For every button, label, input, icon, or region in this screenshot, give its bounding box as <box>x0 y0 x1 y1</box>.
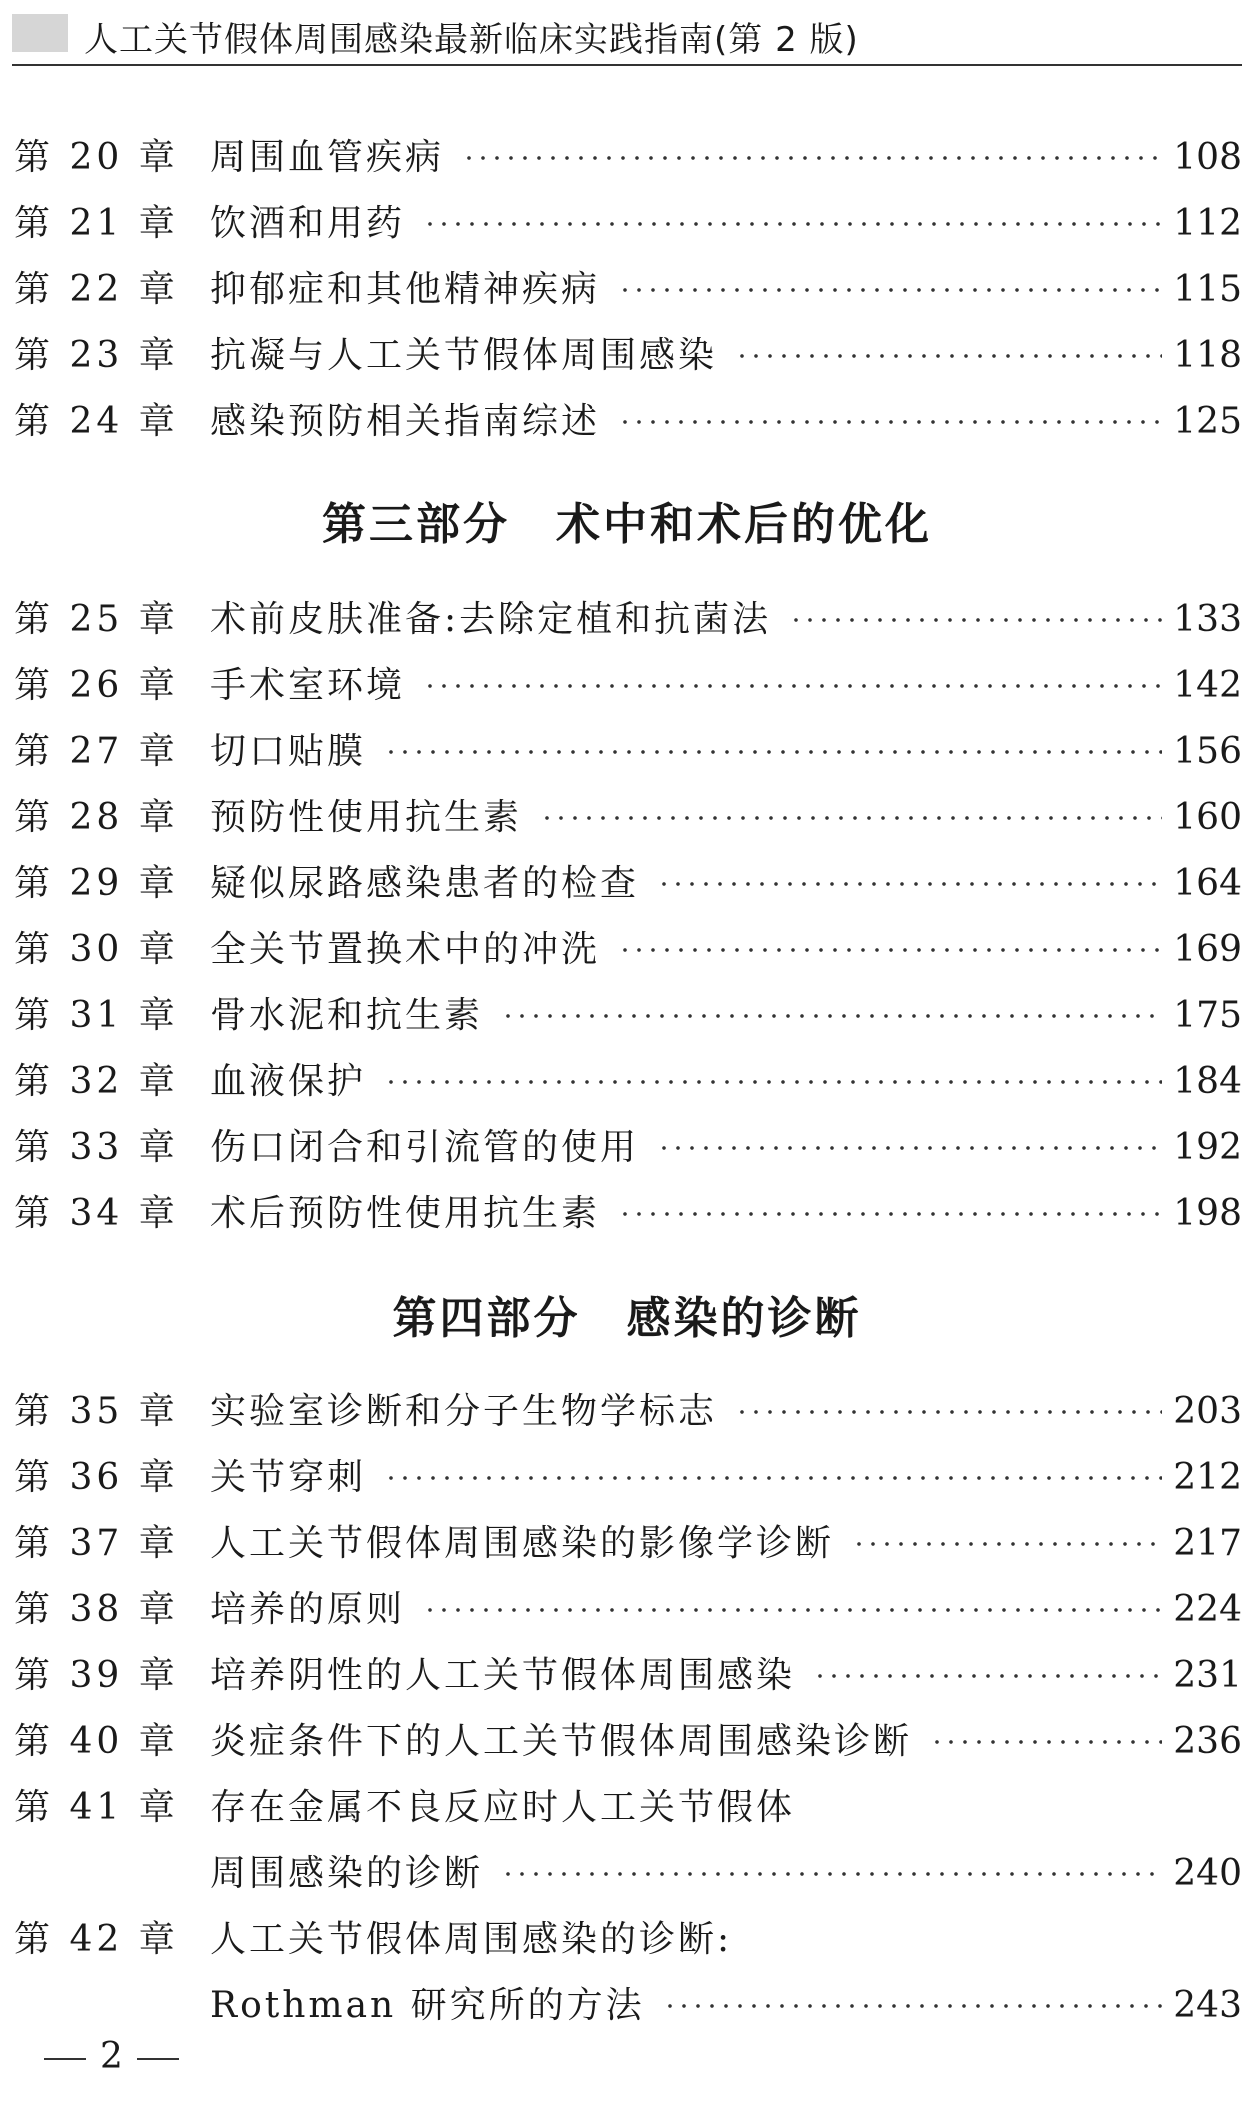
page-number: 231 <box>1173 1655 1242 1696</box>
chapter-title: 饮酒和用药 <box>210 203 406 244</box>
page-number: 164 <box>1173 863 1242 904</box>
chapter-title-line1: 人工关节假体周围感染的诊断: <box>210 1919 733 1960</box>
toc-entry-ch27[interactable] <box>14 724 1242 780</box>
toc-entry-ch38[interactable] <box>14 1582 1242 1638</box>
toc-entry-ch42[interactable] <box>14 1912 1242 1968</box>
chapter-title: 切口贴膜 <box>210 731 367 772</box>
chapter-title: 全关节置换术中的冲洗 <box>210 929 601 970</box>
chapter-title: 培养阴性的人工关节假体周围感染 <box>210 1655 796 1696</box>
chapter-title: 骨水泥和抗生素 <box>210 995 484 1036</box>
chapter-number: 第 20 章 <box>14 137 179 178</box>
dot-leader <box>423 1607 1162 1613</box>
page-number: 118 <box>1173 335 1242 376</box>
page-number: 112 <box>1173 203 1242 244</box>
chapter-number: 第 38 章 <box>14 1589 179 1630</box>
chapter-title: 术前皮肤准备:去除定植和抗菌法 <box>210 599 772 640</box>
chapter-number: 第 25 章 <box>14 599 179 640</box>
page-number: 217 <box>1173 1523 1242 1564</box>
chapter-number: 第 36 章 <box>14 1457 179 1498</box>
chapter-title-line1: 存在金属不良反应时人工关节假体 <box>210 1787 796 1828</box>
toc-entry-ch33[interactable] <box>14 1120 1242 1176</box>
dot-leader <box>663 2003 1162 2009</box>
toc-entry-ch22[interactable] <box>14 262 1242 318</box>
chapter-number: 第 27 章 <box>14 731 179 772</box>
chapter-title: 抗凝与人工关节假体周围感染 <box>210 335 718 376</box>
toc-entry-ch26[interactable] <box>14 658 1242 714</box>
page-number: 243 <box>1173 1985 1242 2026</box>
chapter-number: 第 26 章 <box>14 665 179 706</box>
dot-leader <box>735 1409 1162 1415</box>
toc-entry-ch21[interactable] <box>14 196 1242 252</box>
chapter-title: 周围血管疾病 <box>210 137 445 178</box>
chapter-number: 第 31 章 <box>14 995 179 1036</box>
dot-leader <box>930 1739 1162 1745</box>
part-title: 术中和术后的优化 <box>556 499 932 550</box>
page-number: 236 <box>1173 1721 1242 1762</box>
page-number: 192 <box>1173 1127 1242 1168</box>
toc-entry-ch42-cont[interactable] <box>14 1978 1242 2034</box>
chapter-title: 人工关节假体周围感染的影像学诊断 <box>210 1523 835 1564</box>
dot-leader <box>423 221 1162 227</box>
page-number: 198 <box>1173 1193 1242 1234</box>
toc-entry-ch28[interactable] <box>14 790 1242 846</box>
dot-leader <box>852 1541 1162 1547</box>
book-title: 人工关节假体周围感染最新临床实践指南(第 2 版) <box>84 20 859 60</box>
header-rule <box>12 64 1242 66</box>
toc-entry-ch32[interactable] <box>14 1054 1242 1110</box>
dot-leader <box>384 1475 1162 1481</box>
header-gray-block <box>12 14 68 52</box>
page-number: 224 <box>1173 1589 1242 1630</box>
page-number: 203 <box>1173 1391 1242 1432</box>
toc-entry-ch36[interactable] <box>14 1450 1242 1506</box>
dot-leader <box>735 353 1162 359</box>
page-number: 156 <box>1173 731 1242 772</box>
chapter-number: 第 28 章 <box>14 797 179 838</box>
dot-leader <box>657 881 1162 887</box>
part-heading-4 <box>0 1282 1254 1346</box>
page-number: 240 <box>1173 1853 1242 1894</box>
dot-leader <box>462 155 1162 161</box>
page-number: 169 <box>1173 929 1242 970</box>
chapter-number: 第 40 章 <box>14 1721 179 1762</box>
page-number: 184 <box>1173 1061 1242 1102</box>
chapter-number: 第 35 章 <box>14 1391 179 1432</box>
toc-entry-ch25[interactable] <box>14 592 1242 648</box>
toc-entry-ch34[interactable] <box>14 1186 1242 1242</box>
chapter-number: 第 29 章 <box>14 863 179 904</box>
toc-entry-ch40[interactable] <box>14 1714 1242 1770</box>
dot-leader <box>813 1673 1162 1679</box>
page-number: 212 <box>1173 1457 1242 1498</box>
chapter-number: 第 30 章 <box>14 929 179 970</box>
toc-entry-ch41-cont[interactable] <box>14 1846 1242 1902</box>
dot-leader <box>384 749 1162 755</box>
chapter-title: 关节穿刺 <box>210 1457 367 1498</box>
toc-entry-ch30[interactable] <box>14 922 1242 978</box>
dot-leader <box>618 419 1162 425</box>
toc-entry-ch20[interactable] <box>14 130 1242 186</box>
chapter-title: 血液保护 <box>210 1061 367 1102</box>
chapter-number: 第 34 章 <box>14 1193 179 1234</box>
chapter-title: 术后预防性使用抗生素 <box>210 1193 601 1234</box>
footer-dash-right <box>137 2058 179 2060</box>
chapter-number: 第 37 章 <box>14 1523 179 1564</box>
running-header <box>0 0 1254 70</box>
chapter-title-line2: 周围感染的诊断 <box>210 1853 484 1894</box>
chapter-number: 第 33 章 <box>14 1127 179 1168</box>
footer-dash-left <box>44 2058 86 2060</box>
part-heading-3 <box>0 488 1254 552</box>
dot-leader <box>618 947 1162 953</box>
chapter-title: 感染预防相关指南综述 <box>210 401 601 442</box>
page-number: 175 <box>1173 995 1242 1036</box>
page-number: 115 <box>1173 269 1242 310</box>
dot-leader <box>618 1211 1162 1217</box>
page-footer <box>30 2036 193 2077</box>
toc-entry-ch37[interactable] <box>14 1516 1242 1572</box>
dot-leader <box>540 815 1162 821</box>
chapter-title: 预防性使用抗生素 <box>210 797 523 838</box>
folio-page-number: 2 <box>100 2036 123 2077</box>
part-label: 第三部分 <box>322 499 510 550</box>
chapter-number: 第 23 章 <box>14 335 179 376</box>
chapter-title: 疑似尿路感染患者的检查 <box>210 863 640 904</box>
dot-leader <box>501 1871 1162 1877</box>
chapter-title: 伤口闭合和引流管的使用 <box>210 1127 640 1168</box>
part-title: 感染的诊断 <box>626 1293 862 1344</box>
page-number: 142 <box>1173 665 1242 706</box>
dot-leader <box>657 1145 1162 1151</box>
dot-leader <box>423 683 1162 689</box>
page-number: 108 <box>1173 137 1242 178</box>
toc-entry-ch35[interactable] <box>14 1384 1242 1440</box>
chapter-number: 第 41 章 <box>14 1787 179 1828</box>
chapter-number: 第 24 章 <box>14 401 179 442</box>
chapter-title: 抑郁症和其他精神疾病 <box>210 269 601 310</box>
part-label: 第四部分 <box>392 1293 581 1344</box>
chapter-number: 第 22 章 <box>14 269 179 310</box>
dot-leader <box>384 1079 1162 1085</box>
chapter-title: 炎症条件下的人工关节假体周围感染诊断 <box>210 1721 913 1762</box>
toc-entry-ch24[interactable] <box>14 394 1242 450</box>
dot-leader <box>618 287 1162 293</box>
page-number: 160 <box>1173 797 1242 838</box>
chapter-number: 第 42 章 <box>14 1919 179 1960</box>
chapter-number: 第 21 章 <box>14 203 179 244</box>
toc-entry-ch29[interactable] <box>14 856 1242 912</box>
dot-leader <box>501 1013 1162 1019</box>
chapter-title-line2: Rothman 研究所的方法 <box>210 1985 645 2026</box>
chapter-number: 第 39 章 <box>14 1655 179 1696</box>
page-number: 125 <box>1173 401 1242 442</box>
chapter-title: 实验室诊断和分子生物学标志 <box>210 1391 718 1432</box>
chapter-number: 第 32 章 <box>14 1061 179 1102</box>
toc-entry-ch31[interactable] <box>14 988 1242 1044</box>
toc-entry-ch41[interactable] <box>14 1780 1242 1836</box>
chapter-title: 手术室环境 <box>210 665 406 706</box>
chapter-title: 培养的原则 <box>210 1589 406 1630</box>
toc-entry-ch23[interactable] <box>14 328 1242 384</box>
dot-leader <box>789 617 1162 623</box>
toc-entry-ch39[interactable] <box>14 1648 1242 1704</box>
page-number: 133 <box>1173 599 1242 640</box>
